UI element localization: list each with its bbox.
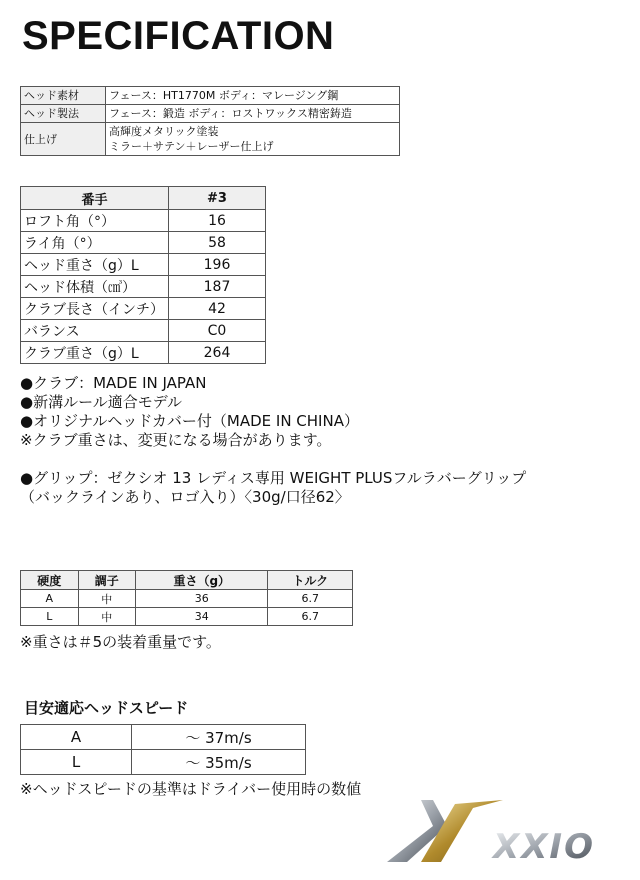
cell: 中 <box>78 608 136 626</box>
row-value: C0 <box>169 320 266 342</box>
column-header: 重さ（g） <box>136 571 268 590</box>
spec-value-line: ミラー＋サテン＋レーザー仕上げ <box>109 140 274 153</box>
club-notes <box>20 374 359 450</box>
table-row <box>21 298 266 320</box>
cell: L <box>21 608 79 626</box>
head-speed-table <box>20 724 306 775</box>
note-line: ●新溝ルール適合モデル <box>20 393 183 411</box>
table-row <box>21 123 400 156</box>
cell: ～ 35m/s <box>132 750 306 775</box>
table-row <box>21 276 266 298</box>
spec-value: フェース：鍛造 ボディ：ロストワックス精密鋳造 <box>106 105 400 123</box>
note-line: ●オリジナルヘッドカバー付（MADE IN CHINA） <box>20 412 359 430</box>
row-value: 58 <box>169 232 266 254</box>
row-value: 16 <box>169 210 266 232</box>
club-spec-table <box>20 186 266 364</box>
table-row <box>21 320 266 342</box>
table-row <box>21 590 353 608</box>
row-label: クラブ重さ（g）L <box>21 342 169 364</box>
table-header-row <box>21 571 353 590</box>
column-header: 硬度 <box>21 571 79 590</box>
head-speed-title: 目安適応ヘッドスピード <box>24 699 189 717</box>
note-line: ●クラブ：MADE IN JAPAN <box>20 374 207 392</box>
table-row <box>21 87 400 105</box>
row-value: 196 <box>169 254 266 276</box>
spec-label: ヘッド製法 <box>21 105 106 123</box>
spec-value <box>106 123 400 156</box>
note-line: ※ヘッドスピードの基準はドライバー使用時の数値 <box>20 780 362 798</box>
row-label: ロフト角（°） <box>21 210 169 232</box>
spec-label: ヘッド素材 <box>21 87 106 105</box>
row-label: ヘッド体積（㎤） <box>21 276 169 298</box>
cell: A <box>21 725 132 750</box>
column-header: 番手 <box>21 187 169 210</box>
row-label: クラブ長さ（インチ） <box>21 298 169 320</box>
spec-label: 仕上げ <box>21 123 106 156</box>
table-header-row <box>21 187 266 210</box>
table-row <box>21 342 266 364</box>
row-value: 264 <box>169 342 266 364</box>
column-header: トルク <box>268 571 353 590</box>
grip-notes <box>20 469 526 507</box>
table-row <box>21 750 306 775</box>
note-line: ●グリップ：ゼクシオ 13 レディス専用 WEIGHT PLUSフルラバーグリップ <box>20 469 527 487</box>
row-value: 42 <box>169 298 266 320</box>
spec-value: フェース：HT1770M ボディ：マレージング鋼 <box>106 87 400 105</box>
table-row <box>21 232 266 254</box>
shaft-note <box>20 633 221 652</box>
shaft-table <box>20 570 353 626</box>
cell: 34 <box>136 608 268 626</box>
table-row <box>21 725 306 750</box>
table-row <box>21 608 353 626</box>
note-line: （バックラインあり、ロゴ入り）〈30g/口径62〉 <box>20 488 350 506</box>
table-row <box>21 210 266 232</box>
note-line: ※重さは＃5の装着重量です。 <box>20 633 221 651</box>
cell: ～ 37m/s <box>132 725 306 750</box>
cell: 6.7 <box>268 590 353 608</box>
note-line: ※クラブ重さは、変更になる場合があります。 <box>20 431 332 449</box>
column-header: 調子 <box>78 571 136 590</box>
column-header: #3 <box>169 187 266 210</box>
head-speed-note <box>20 780 361 799</box>
cell: 中 <box>78 590 136 608</box>
cell: 36 <box>136 590 268 608</box>
table-row <box>21 105 400 123</box>
head-spec-table <box>20 86 400 156</box>
logo-wordmark: XXIO <box>493 827 595 866</box>
cell: A <box>21 590 79 608</box>
row-label: ライ角（°） <box>21 232 169 254</box>
row-label: ヘッド重さ（g）L <box>21 254 169 276</box>
spec-value-line: 高輝度メタリック塗装 <box>109 125 219 138</box>
row-value: 187 <box>169 276 266 298</box>
cell: L <box>21 750 132 775</box>
table-row <box>21 254 266 276</box>
xxio-logo <box>385 796 625 866</box>
page-title: SPECIFICATION <box>22 14 335 58</box>
cell: 6.7 <box>268 608 353 626</box>
row-label: バランス <box>21 320 169 342</box>
